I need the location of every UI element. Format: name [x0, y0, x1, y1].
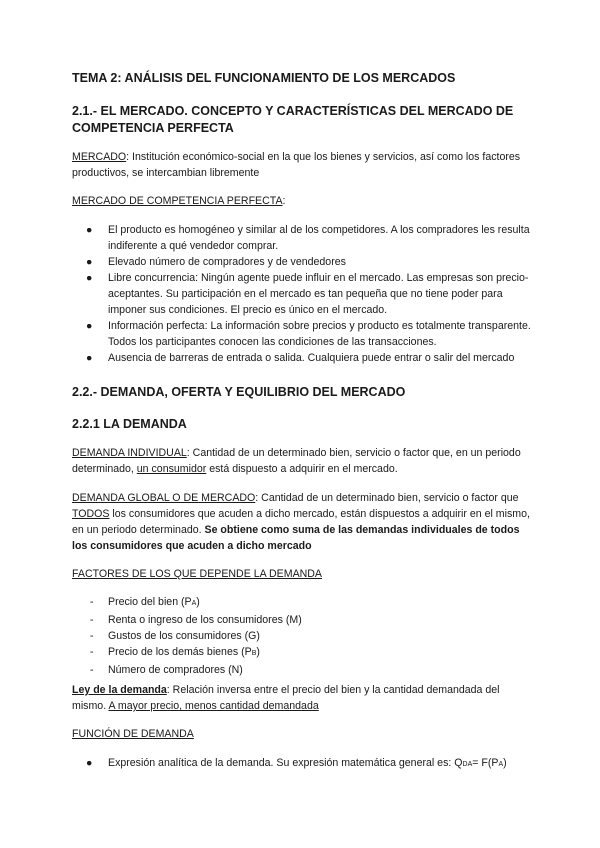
- demanda-individual-text-b: está dispuesto a adquirir en el mercado.: [206, 463, 398, 475]
- bullet-marker: ●: [86, 272, 93, 284]
- mercado-term: MERCADO: [72, 151, 127, 163]
- list-item: [72, 350, 532, 366]
- factores-heading-text: FACTORES DE LOS QUE DEPENDE LA DEMANDA: [72, 568, 322, 580]
- demanda-global-term: DEMANDA GLOBAL O DE MERCADO: [72, 492, 256, 504]
- demanda-global-text-b: los consumidores que acuden a dicho mercado, están dispuestos a adquirir en el mismo, en un periodo determinado.: [72, 508, 530, 536]
- list-item-end: ): [196, 596, 200, 608]
- ley-demanda-text: : Relación inversa entre el precio del bien y la cantidad demandada del mismo.: [72, 684, 500, 712]
- demanda-global-definition: [72, 490, 532, 554]
- list-item: [72, 612, 532, 628]
- dash-marker: -: [90, 664, 94, 676]
- list-item-text: Información perfecta: La información sobre precios y producto es totalmente transparente. Todos los participantes conocen las condiciones de las transacciones.: [108, 320, 531, 348]
- document-title: TEMA 2: ANÁLISIS DEL FUNCIONAMIENTO DE LOS MERCADOS: [72, 71, 456, 85]
- mercado-text: : Institución económico-social en la que los bienes y servicios, así como los factores productivos, se intercambian libremente: [72, 151, 521, 179]
- demanda-individual-underlined: un consumidor: [136, 463, 207, 475]
- mcp-term: MERCADO DE COMPETENCIA PERFECTA: [72, 195, 283, 207]
- list-item: [72, 662, 532, 678]
- funcion-demanda-heading: [72, 726, 532, 742]
- bullet-marker: ●: [86, 224, 93, 236]
- demanda-global-bold: Se obtiene como suma de las demandas individuales de todos los consumidores que acuden a dicho mercado: [72, 524, 520, 552]
- demanda-individual-definition: [72, 445, 532, 477]
- factores-list: [72, 594, 532, 678]
- list-item: [72, 222, 532, 254]
- list-item-text: Libre concurrencia: Ningún agente puede influir en el mercado. Las empresas son precio-aceptantes. Su participación en el mercado es tan pequeña que no tiene poder para imponer sus condiciones. El precio es único en el mercado.: [108, 272, 529, 316]
- demanda-global-text-a: : Cantidad de un determinado bien, servicio o factor que: [255, 492, 519, 504]
- ley-demanda-underlined: A mayor precio, menos cantidad demandada: [108, 700, 319, 712]
- section-2-1-heading: 2.1.- EL MERCADO. CONCEPTO Y CARACTERÍSTICAS DEL MERCADO DE COMPETENCIA PERFECTA: [72, 104, 514, 135]
- list-item: [72, 644, 532, 662]
- list-item-text: Precio de los demás bienes (P: [108, 646, 252, 658]
- list-item-text: El producto es homogéneo y similar al de los competidores. A los compradores les resulta indiferente a qué vendedor comprar.: [108, 224, 530, 252]
- demanda-individual-term: DEMANDA INDIVIDUAL: [72, 447, 187, 459]
- list-item-end: ): [503, 757, 507, 769]
- subscript: DA: [462, 761, 473, 768]
- funcion-demanda-heading-text: FUNCIÓN DE DEMANDA: [72, 728, 194, 740]
- list-item-text: Renta o ingreso de los consumidores (M): [108, 614, 302, 626]
- list-item: [72, 254, 532, 270]
- funcion-demanda-list: [72, 755, 532, 773]
- bullet-marker: ●: [86, 256, 93, 268]
- list-item: [72, 318, 532, 350]
- ley-demanda-term: Ley de la demanda: [72, 684, 167, 696]
- list-item-text: Gustos de los consumidores (G): [108, 630, 260, 642]
- ley-demanda-definition: [72, 682, 532, 714]
- dash-marker: -: [90, 596, 94, 608]
- list-item-text: Expresión analítica de la demanda. Su expresión matemática general es: Q: [108, 757, 463, 769]
- subscript: B: [251, 650, 257, 657]
- list-item-text: Precio del bien (P: [108, 596, 192, 608]
- list-item-end: ): [256, 646, 260, 658]
- list-item-text: Elevado número de compradores y de vendedores: [108, 256, 346, 268]
- list-item: [72, 628, 532, 644]
- list-item: [72, 594, 532, 612]
- mcp-colon: :: [282, 195, 286, 207]
- demanda-global-underlined: TODOS: [72, 508, 110, 520]
- bullet-marker: ●: [86, 352, 93, 364]
- list-item-text: Ausencia de barreras de entrada o salida. Cualquiera puede entrar o salir del mercado: [108, 352, 515, 364]
- subscript: A: [191, 600, 197, 607]
- mcp-characteristics-list: [72, 222, 532, 366]
- mcp-heading: [72, 193, 532, 209]
- list-item-text: Número de compradores (N): [108, 664, 243, 676]
- factores-heading: [72, 566, 532, 582]
- dash-marker: -: [90, 614, 94, 626]
- dash-marker: -: [90, 630, 94, 642]
- section-2-2-1-heading: 2.2.1 LA DEMANDA: [72, 417, 187, 431]
- list-item: [72, 755, 532, 773]
- list-item-text: = F(P: [472, 757, 499, 769]
- bullet-marker: ●: [86, 757, 93, 769]
- demanda-individual-text-a: : Cantidad de un determinado bien, servicio o factor que, en un periodo determinado,: [72, 447, 521, 475]
- mercado-definition: [72, 149, 532, 181]
- subscript: A: [498, 761, 504, 768]
- list-item: [72, 270, 532, 318]
- bullet-marker: ●: [86, 320, 93, 332]
- dash-marker: -: [90, 646, 94, 658]
- section-2-2-heading: 2.2.- DEMANDA, OFERTA Y EQUILIBRIO DEL MERCADO: [72, 385, 406, 399]
